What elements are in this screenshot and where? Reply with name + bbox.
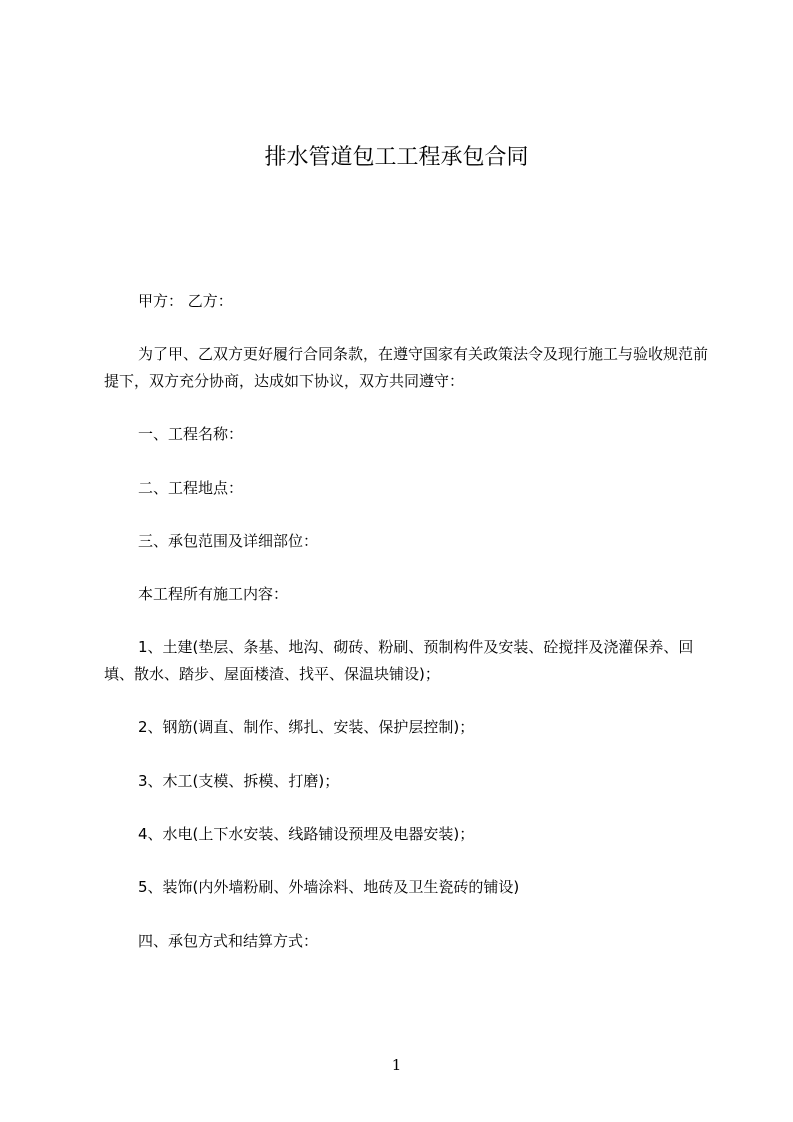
section-project-name: 一、工程名称： [138, 425, 244, 443]
scope-item-carpentry: 3、木工(支模、拆模、打磨)； [138, 772, 340, 790]
scope-item-rebar: 2、钢筋(调直、制作、绑扎、安装、保护层控制)； [138, 718, 475, 736]
intro-paragraph: 为了甲、乙双方更好履行合同条款，在遵守国家有关政策法令及现行施工与验收规范前提下，双方充分协商，达成如下协议，双方共同遵守： [104, 345, 709, 390]
parties-line: 甲方： 乙方： [138, 292, 233, 310]
scope-item-civil: 1、土建(垫层、条基、地沟、砌砖、粉刷、预制构件及安装、砼搅拌及浇灌保养、回填、散水、踏步、屋面楼渣、找平、保温块铺设)； [104, 638, 694, 683]
section-contract-scope: 三、承包范围及详细部位： [138, 532, 319, 550]
scope-item-plumbing-electric: 4、水电(上下水安装、线路铺设预埋及电器安装)； [138, 825, 475, 843]
section-contract-settlement: 四、承包方式和结算方式： [138, 932, 319, 950]
scope-intro: 本工程所有施工内容： [138, 585, 289, 603]
page-number: 1 [391, 1056, 402, 1074]
document-title: 排水管道包工工程承包合同 [264, 145, 529, 170]
section-project-location: 二、工程地点： [138, 479, 244, 497]
scope-item-decoration: 5、装饰(内外墙粉刷、外墙涂料、地砖及卫生瓷砖的铺设) [138, 878, 520, 896]
